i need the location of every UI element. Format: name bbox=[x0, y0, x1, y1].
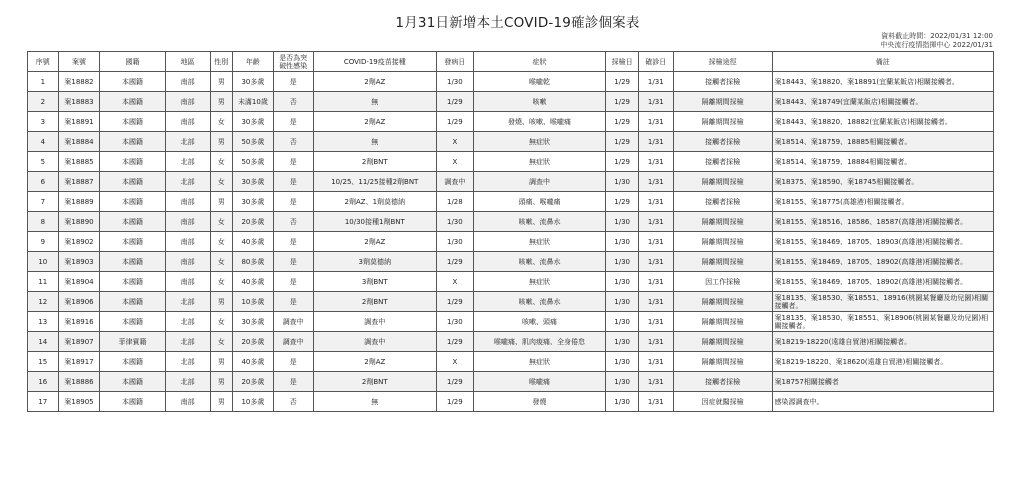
cell-onset-date: 1/29 bbox=[437, 372, 474, 392]
cell-onset-date: 1/29 bbox=[437, 392, 474, 412]
cell-vaccine: 10/25、11/25接種2劑BNT bbox=[313, 172, 436, 192]
cell-region: 北部 bbox=[165, 292, 210, 312]
cell-symptoms: 無症狀 bbox=[473, 132, 606, 152]
cell-confirm-date: 1/31 bbox=[638, 292, 673, 312]
source-agency: 中央流行疫情指揮中心 2022/01/31 bbox=[880, 41, 993, 49]
cell-onset-date: 1/29 bbox=[437, 112, 474, 132]
cell-age: 20多歲 bbox=[233, 372, 274, 392]
cell-case-id: 案18891 bbox=[58, 112, 100, 132]
cell-breakthrough: 調查中 bbox=[273, 312, 313, 332]
cell-age: 未滿10歲 bbox=[233, 92, 274, 112]
cell-onset-date: 1/30 bbox=[437, 232, 474, 252]
cell-sex: 女 bbox=[210, 172, 232, 192]
cell-confirm-date: 1/31 bbox=[638, 112, 673, 132]
cell-note: 案18219-18220、案18620(遠雄自貿港)相關接觸者。 bbox=[772, 352, 993, 372]
table-row bbox=[28, 392, 994, 412]
cell-symptoms: 咳嗽、頭痛 bbox=[473, 312, 606, 332]
cell-symptoms: 喉嚨乾 bbox=[473, 72, 606, 92]
table-row bbox=[28, 312, 994, 332]
cell-symptoms: 發燒 bbox=[473, 392, 606, 412]
table-row bbox=[28, 72, 994, 92]
cell-vaccine: 調查中 bbox=[313, 312, 436, 332]
cell-breakthrough: 是 bbox=[273, 352, 313, 372]
cell-sex: 男 bbox=[210, 192, 232, 212]
cell-age: 20多歲 bbox=[233, 212, 274, 232]
cell-confirm-date: 1/31 bbox=[638, 392, 673, 412]
cell-region: 南部 bbox=[165, 192, 210, 212]
cell-test-route: 隔離期間採檢 bbox=[673, 292, 772, 312]
cell-confirm-date: 1/31 bbox=[638, 372, 673, 392]
cell-symptoms: 咳嗽、流鼻水 bbox=[473, 252, 606, 272]
cell-nationality: 本國籍 bbox=[100, 392, 165, 412]
cell-onset-date: X bbox=[437, 132, 474, 152]
table-row bbox=[28, 372, 994, 392]
cell-region: 南部 bbox=[165, 72, 210, 92]
source-info bbox=[880, 32, 993, 50]
cell-seq: 10 bbox=[28, 252, 59, 272]
table-row bbox=[28, 232, 994, 252]
table-row bbox=[28, 332, 994, 352]
cell-confirm-date: 1/31 bbox=[638, 152, 673, 172]
cell-case-id: 案18883 bbox=[58, 92, 100, 112]
cell-age: 10多歲 bbox=[233, 292, 274, 312]
cell-test-date: 1/30 bbox=[606, 312, 639, 332]
cell-note: 案18135、案18530、案18551、案18906(桃園某餐廳及幼兒園)相關接觸者。 bbox=[772, 312, 993, 332]
col-header-confirm-date: 確診日 bbox=[638, 52, 673, 72]
cell-region: 北部 bbox=[165, 132, 210, 152]
cell-seq: 2 bbox=[28, 92, 59, 112]
cell-breakthrough: 否 bbox=[273, 212, 313, 232]
cell-case-id: 案18886 bbox=[58, 372, 100, 392]
cell-nationality: 本國籍 bbox=[100, 292, 165, 312]
header-row bbox=[28, 52, 994, 72]
cell-note: 案18135、案18530、案18551、18916(桃園某餐廳及幼兒園)相關接觸者。 bbox=[772, 292, 993, 312]
cell-region: 北部 bbox=[165, 152, 210, 172]
cell-seq: 4 bbox=[28, 132, 59, 152]
cell-vaccine: 2劑BNT bbox=[313, 372, 436, 392]
cell-case-id: 案18916 bbox=[58, 312, 100, 332]
cell-sex: 男 bbox=[210, 352, 232, 372]
cell-test-route: 接觸者採檢 bbox=[673, 132, 772, 152]
cell-seq: 1 bbox=[28, 72, 59, 92]
col-header-seq: 序號 bbox=[28, 52, 59, 72]
table-row bbox=[28, 352, 994, 372]
cell-test-route: 隔離期間採檢 bbox=[673, 172, 772, 192]
cell-vaccine: 調查中 bbox=[313, 332, 436, 352]
cell-sex: 女 bbox=[210, 312, 232, 332]
cell-sex: 男 bbox=[210, 292, 232, 312]
cell-confirm-date: 1/31 bbox=[638, 232, 673, 252]
cell-onset-date: X bbox=[437, 272, 474, 292]
cell-nationality: 本國籍 bbox=[100, 372, 165, 392]
cell-sex: 女 bbox=[210, 212, 232, 232]
cell-region: 南部 bbox=[165, 272, 210, 292]
cell-nationality: 菲律賓籍 bbox=[100, 332, 165, 352]
cell-note: 案18375、案18590、案18745相關接觸者。 bbox=[772, 172, 993, 192]
cell-age: 30多歲 bbox=[233, 72, 274, 92]
cell-test-date: 1/29 bbox=[606, 152, 639, 172]
cell-seq: 16 bbox=[28, 372, 59, 392]
cell-test-date: 1/29 bbox=[606, 92, 639, 112]
cell-onset-date: 1/29 bbox=[437, 292, 474, 312]
cell-note: 案18155、案18775(高雄港)相關接觸者。 bbox=[772, 192, 993, 212]
cell-age: 20多歲 bbox=[233, 332, 274, 352]
cell-vaccine: 無 bbox=[313, 132, 436, 152]
cell-test-date: 1/29 bbox=[606, 72, 639, 92]
table-row bbox=[28, 132, 994, 152]
cell-seq: 15 bbox=[28, 352, 59, 372]
cell-vaccine: 3劑莫德納 bbox=[313, 252, 436, 272]
cell-region: 南部 bbox=[165, 392, 210, 412]
cell-sex: 男 bbox=[210, 72, 232, 92]
cell-breakthrough: 是 bbox=[273, 152, 313, 172]
cell-sex: 男 bbox=[210, 372, 232, 392]
cell-age: 30多歲 bbox=[233, 172, 274, 192]
cell-test-date: 1/30 bbox=[606, 212, 639, 232]
cell-test-date: 1/30 bbox=[606, 292, 639, 312]
cell-age: 30多歲 bbox=[233, 312, 274, 332]
col-header-symptoms: 症狀 bbox=[473, 52, 606, 72]
cell-breakthrough: 是 bbox=[273, 372, 313, 392]
table-row bbox=[28, 292, 994, 312]
col-header-onset-date: 發病日 bbox=[437, 52, 474, 72]
cell-seq: 11 bbox=[28, 272, 59, 292]
cell-region: 南部 bbox=[165, 92, 210, 112]
cell-test-date: 1/30 bbox=[606, 172, 639, 192]
cell-sex: 女 bbox=[210, 112, 232, 132]
cell-breakthrough: 是 bbox=[273, 192, 313, 212]
table-row bbox=[28, 212, 994, 232]
cell-region: 北部 bbox=[165, 332, 210, 352]
col-header-nationality: 國籍 bbox=[100, 52, 165, 72]
cell-onset-date: 1/28 bbox=[437, 192, 474, 212]
cell-case-id: 案18905 bbox=[58, 392, 100, 412]
cell-test-route: 隔離期間採檢 bbox=[673, 232, 772, 252]
table-row bbox=[28, 252, 994, 272]
page-title: 1月31日新增本土COVID-19確診個案表 bbox=[395, 15, 640, 31]
cell-test-date: 1/30 bbox=[606, 372, 639, 392]
col-header-age: 年齡 bbox=[233, 52, 274, 72]
cell-onset-date: 1/30 bbox=[437, 212, 474, 232]
cell-case-id: 案18904 bbox=[58, 272, 100, 292]
cell-case-id: 案18882 bbox=[58, 72, 100, 92]
cell-sex: 男 bbox=[210, 92, 232, 112]
cell-breakthrough: 否 bbox=[273, 392, 313, 412]
cell-symptoms: 頭痛、喉嚨痛 bbox=[473, 192, 606, 212]
cell-vaccine: 3劑BNT bbox=[313, 272, 436, 292]
cell-test-route: 因症就醫採檢 bbox=[673, 392, 772, 412]
cell-sex: 女 bbox=[210, 252, 232, 272]
cell-sex: 女 bbox=[210, 272, 232, 292]
cell-vaccine: 2劑AZ bbox=[313, 232, 436, 252]
cell-test-route: 隔離期間採檢 bbox=[673, 312, 772, 332]
table-row bbox=[28, 272, 994, 292]
cell-age: 80多歲 bbox=[233, 252, 274, 272]
cell-case-id: 案18890 bbox=[58, 212, 100, 232]
cell-test-date: 1/30 bbox=[606, 252, 639, 272]
cell-confirm-date: 1/31 bbox=[638, 172, 673, 192]
cell-confirm-date: 1/31 bbox=[638, 132, 673, 152]
cell-case-id: 案18889 bbox=[58, 192, 100, 212]
table-row bbox=[28, 192, 994, 212]
data-cutoff-time: 資料截止時間：2022/01/31 12:00 bbox=[881, 32, 993, 40]
cell-note: 案18443、案18820、18882(宜蘭某飯店)相關接觸者。 bbox=[772, 112, 993, 132]
table-row bbox=[28, 112, 994, 132]
cell-seq: 3 bbox=[28, 112, 59, 132]
cell-seq: 12 bbox=[28, 292, 59, 312]
cell-nationality: 本國籍 bbox=[100, 192, 165, 212]
cell-age: 10多歲 bbox=[233, 392, 274, 412]
cell-region: 北部 bbox=[165, 172, 210, 192]
cell-note: 案18514、案18759、18885相關接觸者。 bbox=[772, 132, 993, 152]
cell-sex: 男 bbox=[210, 392, 232, 412]
cell-region: 南部 bbox=[165, 112, 210, 132]
cell-sex: 女 bbox=[210, 332, 232, 352]
cell-age: 30多歲 bbox=[233, 192, 274, 212]
cell-confirm-date: 1/31 bbox=[638, 332, 673, 352]
col-header-test-route: 採檢途徑 bbox=[673, 52, 772, 72]
cell-sex: 男 bbox=[210, 132, 232, 152]
cell-test-date: 1/30 bbox=[606, 332, 639, 352]
cell-sex: 女 bbox=[210, 152, 232, 172]
cell-test-route: 接觸者採檢 bbox=[673, 192, 772, 212]
cell-symptoms: 無症狀 bbox=[473, 272, 606, 292]
cell-case-id: 案18903 bbox=[58, 252, 100, 272]
cell-onset-date: X bbox=[437, 152, 474, 172]
cell-nationality: 本國籍 bbox=[100, 312, 165, 332]
cell-symptoms: 無症狀 bbox=[473, 152, 606, 172]
cell-region: 南部 bbox=[165, 252, 210, 272]
cell-note: 案18219-18220(遠雄自貿港)相關接觸者。 bbox=[772, 332, 993, 352]
cell-breakthrough: 是 bbox=[273, 112, 313, 132]
cell-breakthrough: 否 bbox=[273, 132, 313, 152]
cell-vaccine: 2劑AZ bbox=[313, 72, 436, 92]
cell-symptoms: 咳嗽 bbox=[473, 92, 606, 112]
cell-case-id: 案18907 bbox=[58, 332, 100, 352]
cell-nationality: 本國籍 bbox=[100, 172, 165, 192]
cell-symptoms: 喉嚨痛 bbox=[473, 372, 606, 392]
cell-test-date: 1/30 bbox=[606, 352, 639, 372]
cell-note: 案18443、案18749(宜蘭某飯店)相關接觸者。 bbox=[772, 92, 993, 112]
col-header-test-date: 採檢日 bbox=[606, 52, 639, 72]
cell-onset-date: 調查中 bbox=[437, 172, 474, 192]
cell-nationality: 本國籍 bbox=[100, 92, 165, 112]
cell-note: 案18443、案18820、案18891(宜蘭某飯店)相關接觸者。 bbox=[772, 72, 993, 92]
cell-note: 案18514、案18759、18884相關接觸者。 bbox=[772, 152, 993, 172]
cell-onset-date: X bbox=[437, 352, 474, 372]
cell-seq: 9 bbox=[28, 232, 59, 252]
cell-test-route: 隔離期間採檢 bbox=[673, 212, 772, 232]
cell-confirm-date: 1/31 bbox=[638, 352, 673, 372]
table-row bbox=[28, 92, 994, 112]
cell-note: 案18155、案18469、18705、18902(高雄港)相關接觸者。 bbox=[772, 272, 993, 292]
cell-region: 南部 bbox=[165, 212, 210, 232]
cell-confirm-date: 1/31 bbox=[638, 92, 673, 112]
cell-case-id: 案18885 bbox=[58, 152, 100, 172]
cell-sex: 女 bbox=[210, 232, 232, 252]
cell-confirm-date: 1/31 bbox=[638, 72, 673, 92]
cell-note: 案18155、案18516、18586、18587(高雄港)相關接觸者。 bbox=[772, 212, 993, 232]
case-table bbox=[27, 51, 994, 412]
cell-seq: 14 bbox=[28, 332, 59, 352]
cell-test-route: 因工作採檢 bbox=[673, 272, 772, 292]
cell-case-id: 案18902 bbox=[58, 232, 100, 252]
cell-vaccine: 2劑AZ bbox=[313, 112, 436, 132]
cell-breakthrough: 是 bbox=[273, 72, 313, 92]
cell-nationality: 本國籍 bbox=[100, 152, 165, 172]
cell-test-route: 隔離期間採檢 bbox=[673, 352, 772, 372]
cell-breakthrough: 是 bbox=[273, 292, 313, 312]
col-header-note: 備註 bbox=[772, 52, 993, 72]
cell-seq: 8 bbox=[28, 212, 59, 232]
cell-breakthrough: 調查中 bbox=[273, 332, 313, 352]
cell-test-route: 接觸者採檢 bbox=[673, 372, 772, 392]
cell-test-route: 隔離期間採檢 bbox=[673, 252, 772, 272]
cell-age: 30多歲 bbox=[233, 112, 274, 132]
col-header-vaccine: COVID-19疫苗接種 bbox=[313, 52, 436, 72]
cell-breakthrough: 是 bbox=[273, 172, 313, 192]
cell-age: 50多歲 bbox=[233, 152, 274, 172]
cell-region: 北部 bbox=[165, 372, 210, 392]
cell-case-id: 案18884 bbox=[58, 132, 100, 152]
cell-symptoms: 喉嚨痛、肌肉痠痛、全身倦怠 bbox=[473, 332, 606, 352]
cell-region: 北部 bbox=[165, 352, 210, 372]
cell-symptoms: 咳嗽、流鼻水 bbox=[473, 292, 606, 312]
cell-onset-date: 1/29 bbox=[437, 92, 474, 112]
cell-case-id: 案18906 bbox=[58, 292, 100, 312]
cell-vaccine: 2劑AZ bbox=[313, 352, 436, 372]
col-header-sex: 性別 bbox=[210, 52, 232, 72]
cell-breakthrough: 是 bbox=[273, 232, 313, 252]
cell-test-date: 1/30 bbox=[606, 392, 639, 412]
cell-confirm-date: 1/31 bbox=[638, 312, 673, 332]
cell-age: 40多歲 bbox=[233, 352, 274, 372]
cell-vaccine: 2劑BNT bbox=[313, 292, 436, 312]
cell-confirm-date: 1/31 bbox=[638, 252, 673, 272]
col-header-region: 地區 bbox=[165, 52, 210, 72]
cell-breakthrough: 是 bbox=[273, 272, 313, 292]
cell-seq: 7 bbox=[28, 192, 59, 212]
cell-symptoms: 無症狀 bbox=[473, 232, 606, 252]
cell-breakthrough: 否 bbox=[273, 92, 313, 112]
cell-vaccine: 2劑AZ、1劑莫德納 bbox=[313, 192, 436, 212]
cell-test-date: 1/30 bbox=[606, 232, 639, 252]
cell-test-route: 接觸者採檢 bbox=[673, 152, 772, 172]
cell-note: 案18757相關接觸者 bbox=[772, 372, 993, 392]
cell-region: 北部 bbox=[165, 312, 210, 332]
table-row bbox=[28, 152, 994, 172]
cell-seq: 17 bbox=[28, 392, 59, 412]
cell-note: 案18155、案18469、18705、18902(高雄港)相關接觸者。 bbox=[772, 252, 993, 272]
cell-symptoms: 調查中 bbox=[473, 172, 606, 192]
cell-nationality: 本國籍 bbox=[100, 212, 165, 232]
cell-test-route: 隔離期間採檢 bbox=[673, 92, 772, 112]
cell-symptoms: 咳嗽、流鼻水 bbox=[473, 212, 606, 232]
cell-nationality: 本國籍 bbox=[100, 352, 165, 372]
cell-nationality: 本國籍 bbox=[100, 112, 165, 132]
cell-onset-date: 1/30 bbox=[437, 312, 474, 332]
cell-confirm-date: 1/31 bbox=[638, 192, 673, 212]
cell-test-date: 1/30 bbox=[606, 272, 639, 292]
cell-region: 南部 bbox=[165, 232, 210, 252]
table-row bbox=[28, 172, 994, 192]
cell-note: 感染源調查中。 bbox=[772, 392, 993, 412]
cell-vaccine: 10/30接種1劑BNT bbox=[313, 212, 436, 232]
cell-nationality: 本國籍 bbox=[100, 272, 165, 292]
cell-case-id: 案18887 bbox=[58, 172, 100, 192]
cell-nationality: 本國籍 bbox=[100, 232, 165, 252]
cell-test-date: 1/29 bbox=[606, 132, 639, 152]
cell-confirm-date: 1/31 bbox=[638, 272, 673, 292]
col-header-breakthrough: 是否為突破性感染 bbox=[273, 52, 313, 72]
cell-vaccine: 2劑BNT bbox=[313, 152, 436, 172]
cell-breakthrough: 是 bbox=[273, 252, 313, 272]
cell-onset-date: 1/29 bbox=[437, 332, 474, 352]
cell-note: 案18155、案18469、18705、18903(高雄港)相關接觸者。 bbox=[772, 232, 993, 252]
cell-seq: 13 bbox=[28, 312, 59, 332]
cell-test-route: 接觸者採檢 bbox=[673, 72, 772, 92]
cell-symptoms: 無症狀 bbox=[473, 352, 606, 372]
cell-seq: 6 bbox=[28, 172, 59, 192]
cell-age: 40多歲 bbox=[233, 232, 274, 252]
cell-nationality: 本國籍 bbox=[100, 132, 165, 152]
cell-vaccine: 無 bbox=[313, 392, 436, 412]
cell-test-date: 1/29 bbox=[606, 192, 639, 212]
col-header-case-id: 案號 bbox=[58, 52, 100, 72]
cell-test-route: 隔離期間採檢 bbox=[673, 112, 772, 132]
cell-age: 40多歲 bbox=[233, 272, 274, 292]
cell-test-route: 隔離期間採檢 bbox=[673, 332, 772, 352]
cell-nationality: 本國籍 bbox=[100, 72, 165, 92]
cell-confirm-date: 1/31 bbox=[638, 212, 673, 232]
cell-symptoms: 發燒、咳嗽、喉嚨痛 bbox=[473, 112, 606, 132]
cell-nationality: 本國籍 bbox=[100, 252, 165, 272]
cell-test-date: 1/29 bbox=[606, 112, 639, 132]
cell-vaccine: 無 bbox=[313, 92, 436, 112]
cell-onset-date: 1/30 bbox=[437, 72, 474, 92]
cell-seq: 5 bbox=[28, 152, 59, 172]
cell-case-id: 案18917 bbox=[58, 352, 100, 372]
cell-age: 50多歲 bbox=[233, 132, 274, 152]
cell-onset-date: 1/29 bbox=[437, 252, 474, 272]
